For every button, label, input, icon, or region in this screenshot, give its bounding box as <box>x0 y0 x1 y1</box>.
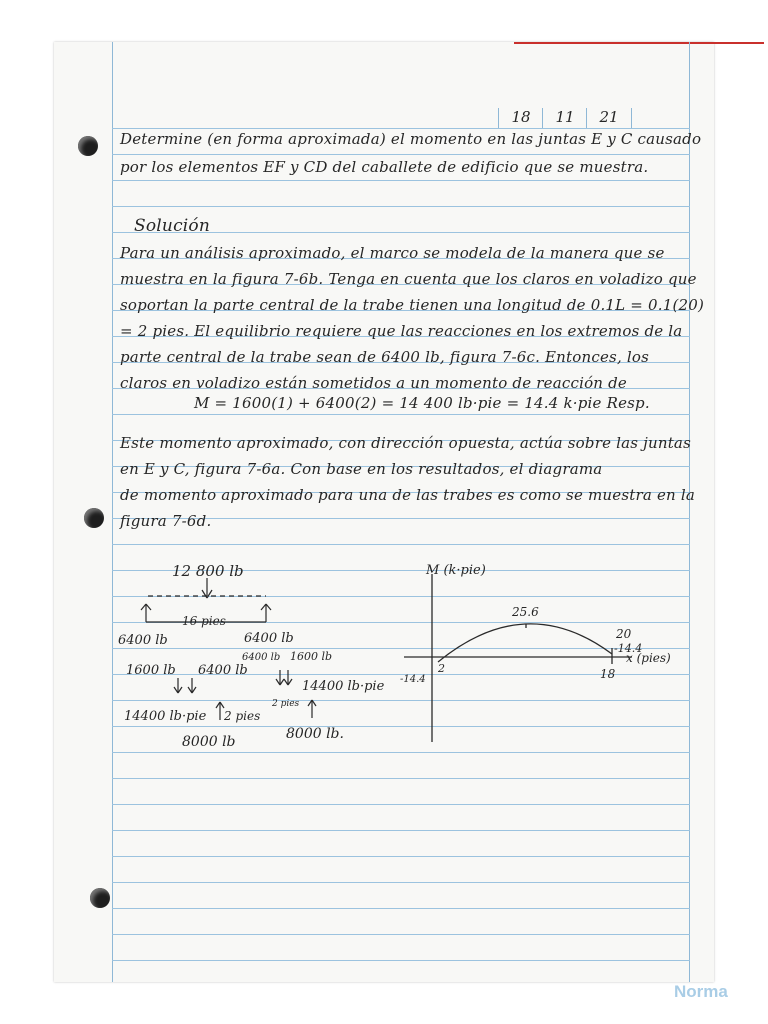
para1-line-5: parte central de la trabe sean de 6400 lb, figura 7-6c. Entonces, los <box>120 348 649 366</box>
binder-hole-bottom <box>90 888 110 908</box>
x-end-label: 20 <box>616 627 632 641</box>
binder-hole-top <box>78 136 98 156</box>
fbd-moment-left: 14400 lb·pie <box>124 709 207 724</box>
para1-line-1: Para un análisis aproximado, el marco se modela de la manera que se <box>120 244 665 262</box>
fbd-reaction-left: 6400 lb <box>118 633 168 648</box>
para1-line-2: muestra en la figura 7-6b. Tenga en cuenta que los claros en voladizo que <box>120 270 697 288</box>
fbd-load-right-2: 1600 lb <box>290 650 333 663</box>
moment-diagram <box>54 42 714 982</box>
para2-line-2: en E y C, figura 7-6a. Con base en los resultados, el diagrama <box>120 460 603 478</box>
fbd-span-small-right: 2 pies <box>272 699 300 709</box>
solution-heading: Solución <box>134 216 211 236</box>
peak-value-label: 25.6 <box>512 605 539 619</box>
brand-logo: Norma <box>674 982 728 1001</box>
date-day: 18 <box>498 108 543 128</box>
moment-axis-label: M (k·pie) <box>426 563 486 578</box>
left-end-value-label: -14.4 <box>400 674 426 685</box>
para1-line-4: = 2 pies. El equilibrio requiere que las reacciones en los extremos de la <box>120 322 683 340</box>
para1-line-6: claros en voladizo están sometidos a un momento de reacción de <box>120 374 628 392</box>
fbd-span: 16 pies <box>182 614 226 628</box>
fbd-load-left-2: 6400 lb <box>198 663 248 678</box>
fbd-reaction-right: 6400 lb <box>244 631 294 646</box>
fbd-support-left: 8000 lb <box>182 734 236 750</box>
notebook-page <box>54 42 728 1001</box>
para2-line-1: Este momento aproximado, con dirección opuesta, actúa sobre las juntas <box>120 434 691 452</box>
fbd-load-top: 12 800 lb <box>172 562 244 580</box>
fbd-span-small-left: 2 pies <box>224 709 261 723</box>
para1-line-3: soportan la parte central de la trabe tienen una longitud de 0.1L = 0.1(20) <box>120 296 705 314</box>
x-left-label: 2 <box>438 662 445 675</box>
para2-line-3: de momento aproximado para una de las trabes es como se muestra en la <box>120 486 696 504</box>
fbd-moment-right: 14400 lb·pie <box>302 679 385 694</box>
para2-line-4: figura 7-6d. <box>120 512 212 530</box>
moment-equation: M = 1600(1) + 6400(2) = 14 400 lb·pie = 14.4 k·pie Resp. <box>194 394 650 412</box>
date-month: 11 <box>542 108 587 128</box>
fbd-load-right-1: 6400 lb <box>242 652 281 663</box>
problem-line-2: por los elementos EF y CD del caballete de edificio que se muestra. <box>120 158 649 176</box>
fbd-load-left-1: 1600 lb <box>126 663 176 678</box>
end-right-value-label: -14.4 <box>614 642 643 655</box>
fbd-support-right: 8000 lb. <box>286 726 344 742</box>
binder-hole-middle <box>84 508 104 528</box>
date-year: 21 <box>586 108 632 128</box>
x-right-label: 18 <box>600 667 616 681</box>
problem-line-1: Determine (en forma aproximada) el momento en las juntas E y C causado <box>120 130 702 148</box>
x-axis-label: x (pies) <box>626 651 671 665</box>
moment-curve <box>438 624 612 662</box>
